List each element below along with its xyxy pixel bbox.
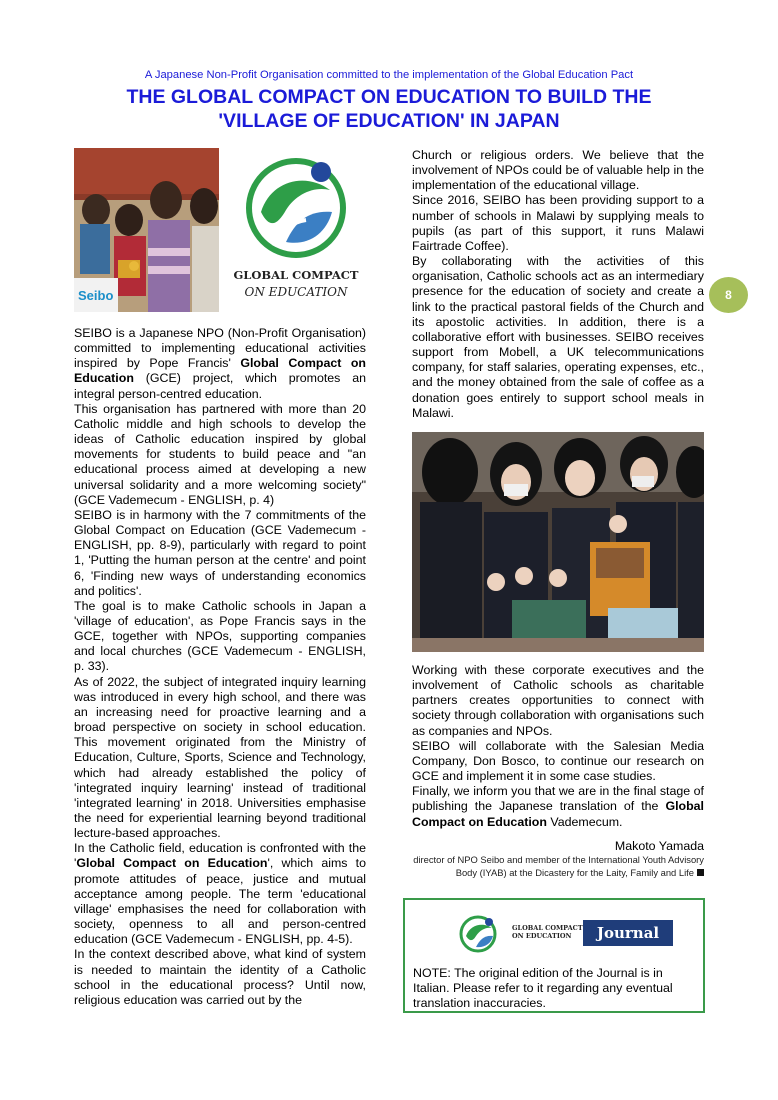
author-role: director of NPO Seibo and member of the International Youth Advisory Body (IYAB) at the Dicastery for the Laity, Family and Life: [413, 854, 704, 878]
seibo-logo: Seibo: [78, 288, 114, 303]
journal-note-box: [403, 898, 705, 1013]
article-kicker: A Japanese Non-Profit Organisation committed to the implementation of the Global Education Pact: [144, 69, 634, 81]
right-column-bottom: [412, 663, 704, 830]
gce-logo: [226, 150, 366, 306]
globe-icon: [226, 150, 366, 262]
paragraph: This organisation has partnered with more than 20 Catholic middle and high schools to develop the ideas of Catholic education inspired by global movements for students to build peace and "an educational process aimed at developing a new universal solidarity and a more welcoming society" (GCE Vademecum - ENGLISH, p. 4): [74, 401, 366, 507]
journal-globe-icon: [456, 914, 516, 954]
paragraph: In the Catholic field, education is confronted with the 'Global Compact on Education', which aims to promote attitudes of peace, justice and mutual acceptance among people. The term 'educational village' emphasises the need for collaboration with society, openness to all and person-centred education (GCE Vademecum - ENGLISH, pp. 4-5).: [74, 841, 367, 947]
paragraph: SEIBO will collaborate with the Salesian Media Company, Don Bosco, to continue our research on GCE and implement it in some case studies.: [412, 738, 704, 784]
paragraph: Finally, we inform you that we are in the final stage of publishing the Japanese translation of the Global Compact on Education Vademecum.: [412, 784, 704, 829]
children-photo: [74, 148, 219, 312]
students-photo-illustration: [412, 432, 704, 652]
translation-note: NOTE: The original edition of the Journal is in Italian. Please refer to it regarding any eventual translation inaccuracies.: [413, 966, 673, 1011]
paragraph: Since 2016, SEIBO has been providing support to a number of schools in Malawi by supplying meals to pupils (as part of this support, it runs Malawi Fairtrade Coffee).: [412, 193, 704, 253]
students-photo: [412, 432, 704, 652]
paragraph: SEIBO is in harmony with the 7 commitments of the Global Compact on Education (GCE Vademecum - ENGLISH, pp. 8-9), particularly with regard to point 1, 'Putting the human person at the centre' and point 6, 'Finding new ways of understanding economics and politics'.: [74, 507, 366, 598]
journal-logo: [448, 914, 668, 954]
left-column: [74, 326, 366, 1008]
paragraph: SEIBO is a Japanese NPO (Non-Profit Organisation) committed to implementing educational activities inspired by Pope Francis' Global Compact on Education (GCE) project, which promotes an integral person-centred education.: [74, 326, 366, 401]
paragraph: By collaborating with the activities of this organisation, Catholic schools act as an intermediary presence for the education of society and create a link to the practical pastoral fields of the Church and its apostolic activities. In addition, there is a collaborative effort with businesses. SEIBO receives support from Mobell, a UK telecommunications company, for staff salaries, operating expenses, etc., and the money obtained from the sale of coffee as a donation goes entirely to support school meals in Malawi.: [412, 254, 704, 420]
journal-logo-text: GLOBAL COMPACT ON EDUCATION: [512, 924, 583, 940]
journal-wordmark: Journal: [583, 920, 673, 946]
gce-logo-line1: GLOBAL COMPACT: [233, 268, 359, 282]
gce-logo-line2: ON EDUCATION: [244, 285, 348, 299]
right-column-top: [412, 148, 704, 421]
paragraph: Working with these corporate executives and the involvement of Catholic schools as charitable partners creates opportunities to connect with society through collaboration with organisations such as companies and NPOs.: [412, 663, 704, 738]
end-of-article-mark: [697, 869, 704, 876]
paragraph: In the context described above, what kind of system is needed to maintain the identity of a Catholic school in the educational process? Until now, religious education was carried out by the: [74, 947, 366, 1007]
page-number-badge: 8: [709, 277, 748, 313]
article-title: THE GLOBAL COMPACT ON EDUCATION TO BUILD THE 'VILLAGE OF EDUCATION' IN JAPAN: [126, 86, 652, 132]
author-name: Makoto Yamada: [614, 839, 704, 853]
paragraph: Church or religious orders. We believe that the involvement of NPOs could be of valuable help in the implementation of the educational village.: [412, 148, 704, 193]
paragraph: As of 2022, the subject of integrated inquiry learning was introduced in every high school, and there was an increasing need for proactive learning and a broad perspective on society in school education. This movement originated from the Ministry of Education, Culture, Sports, Science and Technology, which had already established the policy of 'integrated inquiry learning' instead of traditional 'integrated learning' in 2018. Universities emphasise the need for experiential learning beyond traditional lecture-based approaches.: [74, 674, 366, 841]
paragraph: The goal is to make Catholic schools in Japan a 'village of education', as Pope Francis says in the GCE, together with NPOs, supporting companies and local churches (GCE Vademecum - ENGLISH, p. 33).: [74, 598, 366, 674]
